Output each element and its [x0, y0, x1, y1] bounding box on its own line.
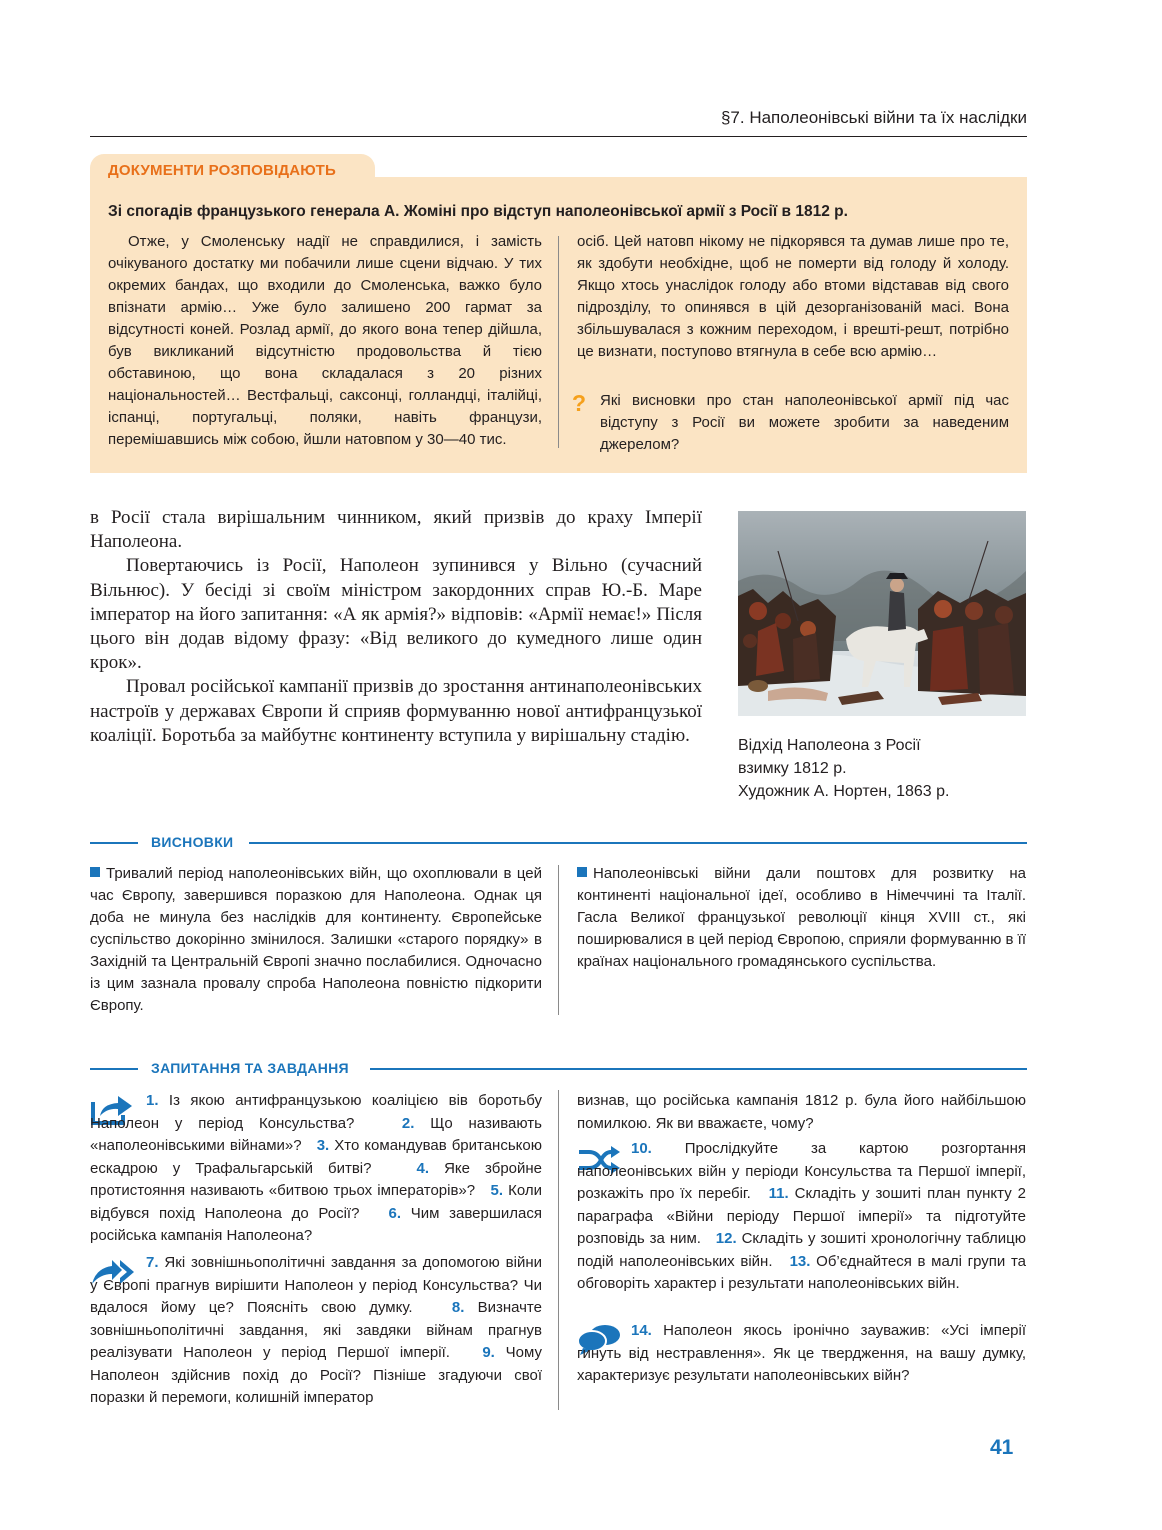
- question-mark-icon: ?: [572, 390, 587, 416]
- question-number: 1.: [146, 1092, 159, 1109]
- questions-group-1: [90, 1090, 542, 1248]
- questions-group-4: [577, 1320, 1026, 1388]
- document-column-divider: [558, 236, 559, 448]
- header-rule: [90, 136, 1027, 137]
- question-text: Визначте зовнішньополітичні завдання, які завдяки війнам прагнув реалізувати Наполеон у період Першої імперії.: [90, 1299, 542, 1361]
- conclusion-left: [90, 863, 542, 1017]
- question-number: 8.: [451, 1299, 465, 1316]
- painting-image: [738, 511, 1026, 716]
- question-text: Чим завершилася російська кампанія Наполеона?: [90, 1204, 542, 1244]
- main-paragraph: в Росії стала вирішальним чинником, який призвів до краху Імперії Наполеона.: [90, 507, 702, 553]
- question-number: 4.: [416, 1159, 430, 1177]
- question-text: Об’єднайтеся в малі групи та обговоріть характер і результати наполеонівських війн.: [577, 1252, 1027, 1292]
- painting-caption: [738, 734, 1028, 803]
- main-text: [90, 506, 702, 748]
- question-text: Коли відбувся похід Наполеона до Росії?: [90, 1182, 543, 1222]
- conclusion-right: [577, 863, 1026, 973]
- question-number: 7.: [146, 1254, 159, 1271]
- page-number: 41: [990, 1436, 1014, 1459]
- document-title: Зі спогадів французького генерала А. Жоміні про відступ наполеонівської армії з Росії в 1812 р.: [108, 203, 848, 220]
- question-text: Хто командував британською ескадрою у Трафальгарській битві?: [90, 1137, 542, 1177]
- question-number: 13.: [789, 1252, 811, 1270]
- questions-group-2: [90, 1252, 542, 1410]
- document-text-left: Отже, у Смоленську надії не справдилися, і замість очікуваного достатку ми побачили лише сцени відчаю. У тих окремих бандах, що входили до Смоленська, важко було впізнати армію… Уже було залишено 200 гармат за відсутності коней. Розлад армії, до якого вона тепер дійшла, був викликаний відсутністю продовольства й тією обставиною, що вона складалася з 20 різних національностей… Вестфальці, саксонці, голландці, італійці, іспанці, португальці, поляки, навіть французи, перемішавшись між собою, йшли натовпом у 30—40 тис.: [108, 233, 542, 448]
- section-rule: [90, 1068, 138, 1070]
- question-text: Прослідкуйте за картою розгортання наполеонівських війн у періоди Консульства та Першої імперії, розкажіть про їх перебіг.: [577, 1140, 1026, 1202]
- questions-divider: [558, 1090, 559, 1410]
- question-text: Яке збройне протистояння називають «битвою трьох імператорів»?: [90, 1159, 543, 1199]
- conclusions-title: ВИСНОВКИ: [151, 834, 234, 850]
- question-text: Наполеон якось іронічно зауважив: «Усі імперії гинуть від нестравлення». Як це твердження, на вашу думку, характеризує результати наполеонівських війн?: [577, 1322, 1026, 1384]
- question-number: 10.: [631, 1140, 652, 1157]
- bullet-square-icon: [577, 867, 587, 877]
- conclusion-text: Наполеонівські війни дали поштовх для розвитку на континенті національної ідеї, особливо в Німеччині та Італії. Гасла Великої французької революції кінця XVIII ст., які поширювалися в цей період Європою, сприяли формуванню в її країнах національного громадянського суспільства.: [577, 865, 1026, 970]
- question-text: Чому Наполеон здійснив похід до Росії? Пізніше згадуючи свої поразки й перемоги, колишній імператор: [90, 1344, 542, 1406]
- question-number: 3.: [316, 1137, 330, 1154]
- question-number: 11.: [768, 1185, 789, 1202]
- bullet-square-icon: [90, 867, 100, 877]
- question-number: 2.: [401, 1114, 415, 1132]
- question-9-continuation: визнав, що російська кампанія 1812 р. була його найбільшою помилкою. Як ви вважаєте, чому?: [577, 1092, 1026, 1132]
- main-paragraph: Провал російської кампанії призвів до зростання антинаполеонівських настроїв у державах Європи й сприяв формуванню нової антифранцузької коаліції. Боротьба за майбутнє континенту вступила у вирішальну стадію.: [90, 676, 702, 746]
- caption-line: Художник А. Нортен, 1863 р.: [738, 783, 950, 800]
- section-rule: [370, 1068, 1027, 1070]
- section-rule: [90, 842, 138, 844]
- running-header: §7. Наполеонівські війни та їх наслідки: [720, 108, 1027, 127]
- questions-title: ЗАПИТАННЯ ТА ЗАВДАННЯ: [151, 1060, 349, 1076]
- caption-line: Відхід Наполеона з Росії: [738, 737, 921, 754]
- section-rule: [249, 842, 1027, 844]
- document-question: Які висновки про стан наполеонівської армії під час відступу з Росії ви можете зробити за наведеним джерелом?: [600, 392, 1009, 453]
- conclusions-divider: [558, 865, 559, 1015]
- question-number: 9.: [482, 1344, 495, 1361]
- question-number: 6.: [388, 1204, 402, 1222]
- conclusion-text: Тривалий період наполеонівських війн, що охоплювали в цей час Європу, завершився поразкою для Наполеона. Однак ця доба не минула без наслідків для континенту. Європейське суспільство докорінно змінилося. Залишки «старого порядку» в Західній та Центральній Європі значно послабилися. Одночасно із цим зазнала провалу спроба Наполеона повністю підкорити Європу.: [90, 865, 542, 1014]
- question-number: 5.: [490, 1182, 503, 1199]
- question-text: Які зовнішньополітичні завдання за допомогою війни у Європі прагнув вирішити Наполеон у період Консульства? Чи вдалося йому це? Поясніть свою думку.: [90, 1254, 542, 1316]
- question-text: Складіть у зошиті хронологічну таблицю подій наполеонівських війн.: [577, 1230, 1026, 1270]
- document-tab-label: ДОКУМЕНТИ РОЗПОВІДАЮТЬ: [108, 162, 336, 179]
- questions-group-3: [577, 1138, 1026, 1296]
- question-text: Складіть у зошиті план пункту 2 параграфа «Війни періоду Першої імперії» та підготуйте розповідь за ним.: [577, 1185, 1026, 1247]
- document-text-right: осіб. Цей натовп нікому не підкорявся та думав лише про те, як здобути необхідне, щоб не померти від голоду й холоду. Якщо хтось унаслідок голоду або втоми відставав від свого підрозділу, то опинявся в цій дезорганізованій масі. Вона збільшувалася з кожним переходом, і врешті-решт, потрібно це визнати, поступово втягнула в себе всю армію…: [577, 233, 1009, 360]
- caption-line: взимку 1812 р.: [738, 760, 847, 777]
- question-number: 14.: [631, 1322, 652, 1339]
- question-text: Із якою антифранцузькою коаліцією вів боротьбу Наполеон у період Консульства?: [90, 1092, 543, 1132]
- question-text: Що називають «наполеонівськими війнами»?: [90, 1114, 542, 1154]
- question-number: 12.: [715, 1230, 737, 1247]
- main-paragraph: Повертаючись із Росії, Наполеон зупинився у Вільно (сучасний Вільнюс). У бесіді зі своїм міністром закордонних справ Ю.-Б. Маре імператор на його запитання: «А як армія?» відповів: «Армії немає!» Після цього він додав відому фразу: «Від великого до кумедного лише один крок».: [90, 555, 702, 674]
